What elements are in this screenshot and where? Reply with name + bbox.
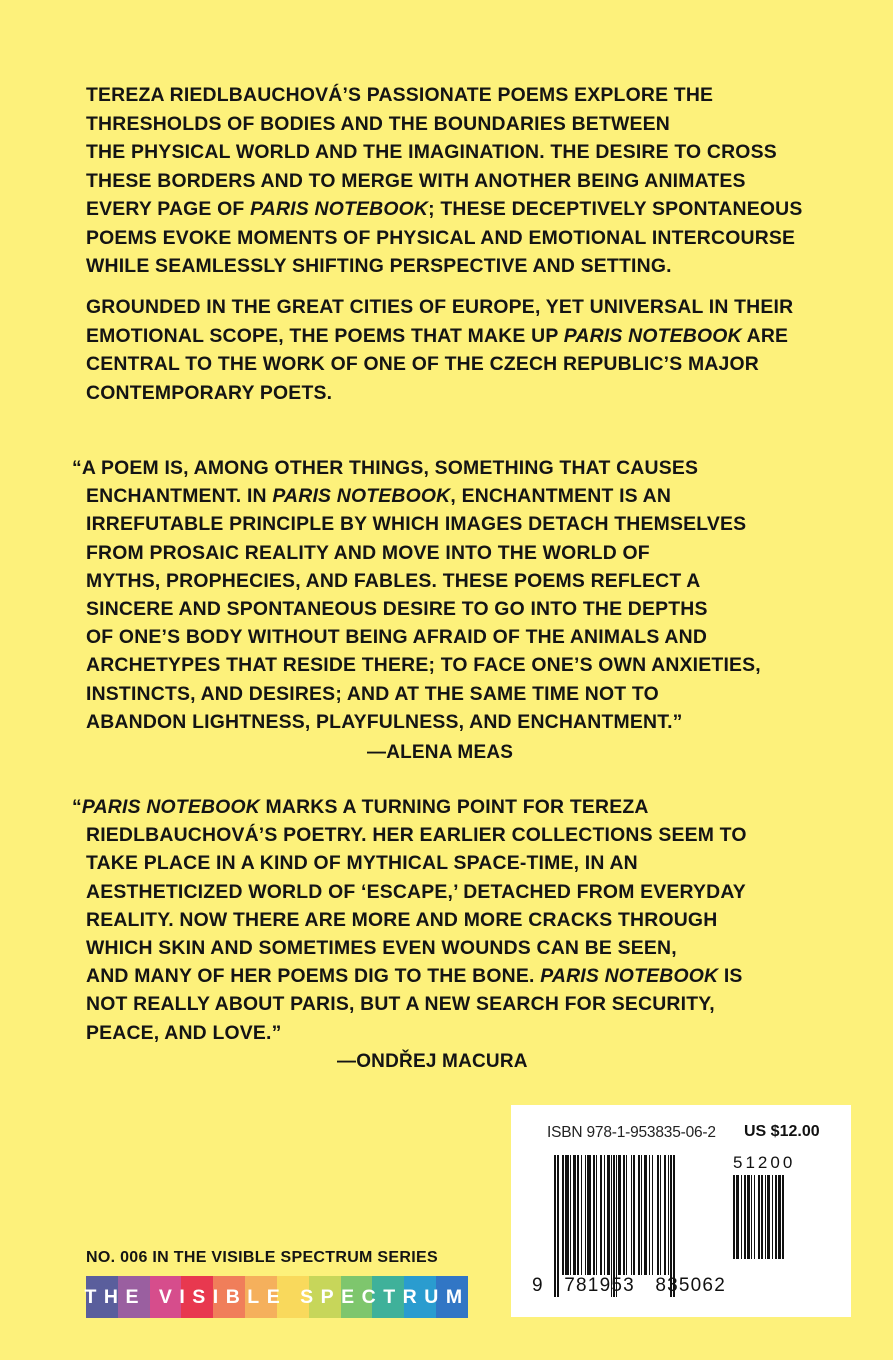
barcode-bar <box>741 1175 742 1259</box>
barcode-bar <box>562 1155 564 1275</box>
text-fragment: AND MANY OF HER POEMS DIG TO THE BONE. <box>86 965 541 988</box>
text-line: REALITY. NOW THERE ARE MORE AND MORE CRACKS THROUGH <box>86 908 718 931</box>
text-line <box>72 793 812 821</box>
barcode-bar <box>767 1175 770 1259</box>
text-fragment: EVERY PAGE OF <box>86 198 251 220</box>
book-title: PARIS NOTEBOOK <box>250 198 429 220</box>
barcode-bar <box>644 1155 647 1275</box>
barcode-bar <box>626 1155 627 1275</box>
text-line: THESE BORDERS AND TO MERGE WITH ANOTHER BEING ANIMATES <box>86 169 746 192</box>
barcode-bar <box>618 1155 621 1275</box>
barcode-bar <box>657 1155 659 1275</box>
ean-right-digits: 835062 <box>655 1275 726 1296</box>
review-attribution-2: —ONDŘEJ MACURA <box>337 1051 528 1072</box>
text-fragment: “ <box>72 796 82 818</box>
text-line: CENTRAL TO THE WORK OF ONE OF THE CZECH REPUBLIC’S MAJOR <box>86 353 760 375</box>
text-line: POEMS EVOKE MOMENTS OF PHYSICAL AND EMOTIONAL INTERCOURSE <box>86 226 796 249</box>
barcode-bar <box>775 1175 777 1259</box>
barcode-bar <box>765 1175 766 1259</box>
text-line: TAKE PLACE IN A KIND OF MYTHICAL SPACE-TIME, IN AN <box>86 852 638 875</box>
barcode-bar <box>565 1155 569 1275</box>
barcode-bar <box>573 1155 576 1275</box>
barcode-bar <box>778 1175 781 1259</box>
barcode-bar <box>758 1175 760 1259</box>
text-line <box>86 195 806 224</box>
barcode-bar <box>772 1175 773 1259</box>
text-line: INSTINCTS, AND DESIRES; AND AT THE SAME TIME NOT TO <box>86 682 659 705</box>
barcode-bar <box>652 1155 653 1275</box>
text-line: RIEDLBAUCHOVÁ’S POETRY. HER EARLIER COLLECTIONS SEEM TO <box>86 824 747 847</box>
text-line: TEREZA RIEDLBAUCHOVÁ’S PASSIONATE POEMS EXPLORE THE <box>86 84 714 106</box>
book-title: PARIS NOTEBOOK <box>540 965 719 988</box>
isbn-label: ISBN 978-1-953835-06-2 <box>547 1124 716 1141</box>
text-fragment: IS <box>718 965 743 988</box>
barcode-bar <box>649 1155 650 1275</box>
text-fragment: MARKS A TURNING POINT FOR TEREZA <box>259 796 649 818</box>
book-title: PARIS NOTEBOOK <box>272 485 451 508</box>
barcode-bar <box>754 1175 755 1259</box>
text-line: ARCHETYPES THAT RESIDE THERE; TO FACE ONE’S OWN ANXIETIES, <box>86 654 761 677</box>
barcode-bar <box>570 1155 571 1275</box>
barcode-bar <box>604 1155 605 1275</box>
text-line: PEACE, AND LOVE.” <box>86 1021 282 1044</box>
addon-digits: 51200 <box>733 1153 796 1172</box>
text-line: CONTEMPORARY POETS. <box>86 381 333 404</box>
barcode-bar <box>631 1155 632 1275</box>
barcode-bar <box>733 1175 735 1259</box>
barcode-bar <box>638 1155 640 1275</box>
barcode-bar <box>660 1155 661 1275</box>
barcode-bar <box>623 1155 625 1275</box>
barcode-bar <box>782 1175 784 1259</box>
barcode-bar <box>751 1175 752 1259</box>
text-line: WHICH SKIN AND SOMETIMES EVEN WOUNDS CAN BE SEEN, <box>86 937 677 960</box>
text-line: “A POEM IS, AMONG OTHER THINGS, SOMETHING THAT CAUSES <box>72 457 699 479</box>
text-line: OF ONE’S BODY WITHOUT BEING AFRAID OF THE ANIMALS AND <box>86 626 708 649</box>
text-line: SINCERE AND SPONTANEOUS DESIRE TO GO INTO THE DEPTHS <box>86 598 708 621</box>
text-fragment: ARE <box>741 324 789 347</box>
barcode-bar <box>747 1175 750 1259</box>
barcode-bar <box>761 1175 763 1259</box>
barcode-bar <box>641 1155 642 1275</box>
text-line: GROUNDED IN THE GREAT CITIES OF EUROPE, YET UNIVERSAL IN THEIR <box>86 296 794 318</box>
barcode-bar <box>593 1155 595 1275</box>
text-line: MYTHS, PROPHECIES, AND FABLES. THESE POEMS REFLECT A <box>86 569 701 592</box>
text-fragment: ENCHANTMENT. IN <box>86 485 273 508</box>
description-paragraph-1 <box>86 81 806 281</box>
text-line <box>72 962 812 990</box>
barcode-bar <box>744 1175 746 1259</box>
barcode-bar <box>664 1155 666 1275</box>
visible-spectrum-logo-text: THE VISIBLE SPECTRUM <box>84 1285 470 1308</box>
text-line: AESTHETICIZED WORLD OF ‘ESCAPE,’ DETACHED FROM EVERYDAY <box>86 880 746 903</box>
barcode-bar <box>633 1155 635 1275</box>
review-quote-2 <box>72 793 812 1047</box>
book-title: PARIS NOTEBOOK <box>563 324 742 347</box>
barcode-bar <box>600 1155 602 1275</box>
text-fragment: EMOTIONAL SCOPE, THE POEMS THAT MAKE UP <box>86 324 564 347</box>
ean-lead-digit: 9 <box>532 1275 544 1296</box>
text-line: NOT REALLY ABOUT PARIS, BUT A NEW SEARCH FOR SECURITY, <box>86 993 715 1016</box>
barcode-bar <box>736 1175 739 1259</box>
book-title: PARIS NOTEBOOK <box>81 796 260 818</box>
barcode-bar <box>607 1155 610 1275</box>
barcode-bar <box>596 1155 597 1275</box>
text-line <box>86 322 806 351</box>
barcode-bar <box>668 1155 669 1275</box>
text-line: WHILE SEAMLESSLY SHIFTING PERSPECTIVE AND SETTING. <box>86 255 672 277</box>
series-note: NO. 006 IN THE VISIBLE SPECTRUM SERIES <box>86 1249 438 1266</box>
text-line: IRREFUTABLE PRINCIPLE BY WHICH IMAGES DETACH THEMSELVES <box>86 513 747 536</box>
text-line: FROM PROSAIC REALITY AND MOVE INTO THE WORLD OF <box>86 541 650 564</box>
text-fragment: ; THESE DECEPTIVELY SPONTANEOUS <box>428 198 803 220</box>
barcode-bar <box>585 1155 586 1275</box>
barcode-bar <box>587 1155 591 1275</box>
review-attribution-1: —ALENA MEAS <box>367 742 514 763</box>
price-label: US $12.00 <box>744 1123 820 1140</box>
review-quote-1 <box>72 454 812 736</box>
text-line: THRESHOLDS OF BODIES AND THE BOUNDARIES BETWEEN <box>86 112 670 135</box>
text-line <box>72 482 812 510</box>
barcode-bar <box>581 1155 582 1275</box>
barcode-bar <box>577 1155 579 1275</box>
text-fragment: , ENCHANTMENT IS AN <box>450 485 672 508</box>
addon-barcode <box>733 1175 821 1281</box>
description-paragraph-2 <box>86 293 806 407</box>
ean-digits <box>532 1275 726 1297</box>
text-line: THE PHYSICAL WORLD AND THE IMAGINATION. THE DESIRE TO CROSS <box>86 141 777 163</box>
text-line: ABANDON LIGHTNESS, PLAYFULNESS, AND ENCHANTMENT.” <box>86 710 683 733</box>
ean-left-digits: 781953 <box>564 1275 635 1296</box>
barcode-box <box>511 1105 851 1317</box>
